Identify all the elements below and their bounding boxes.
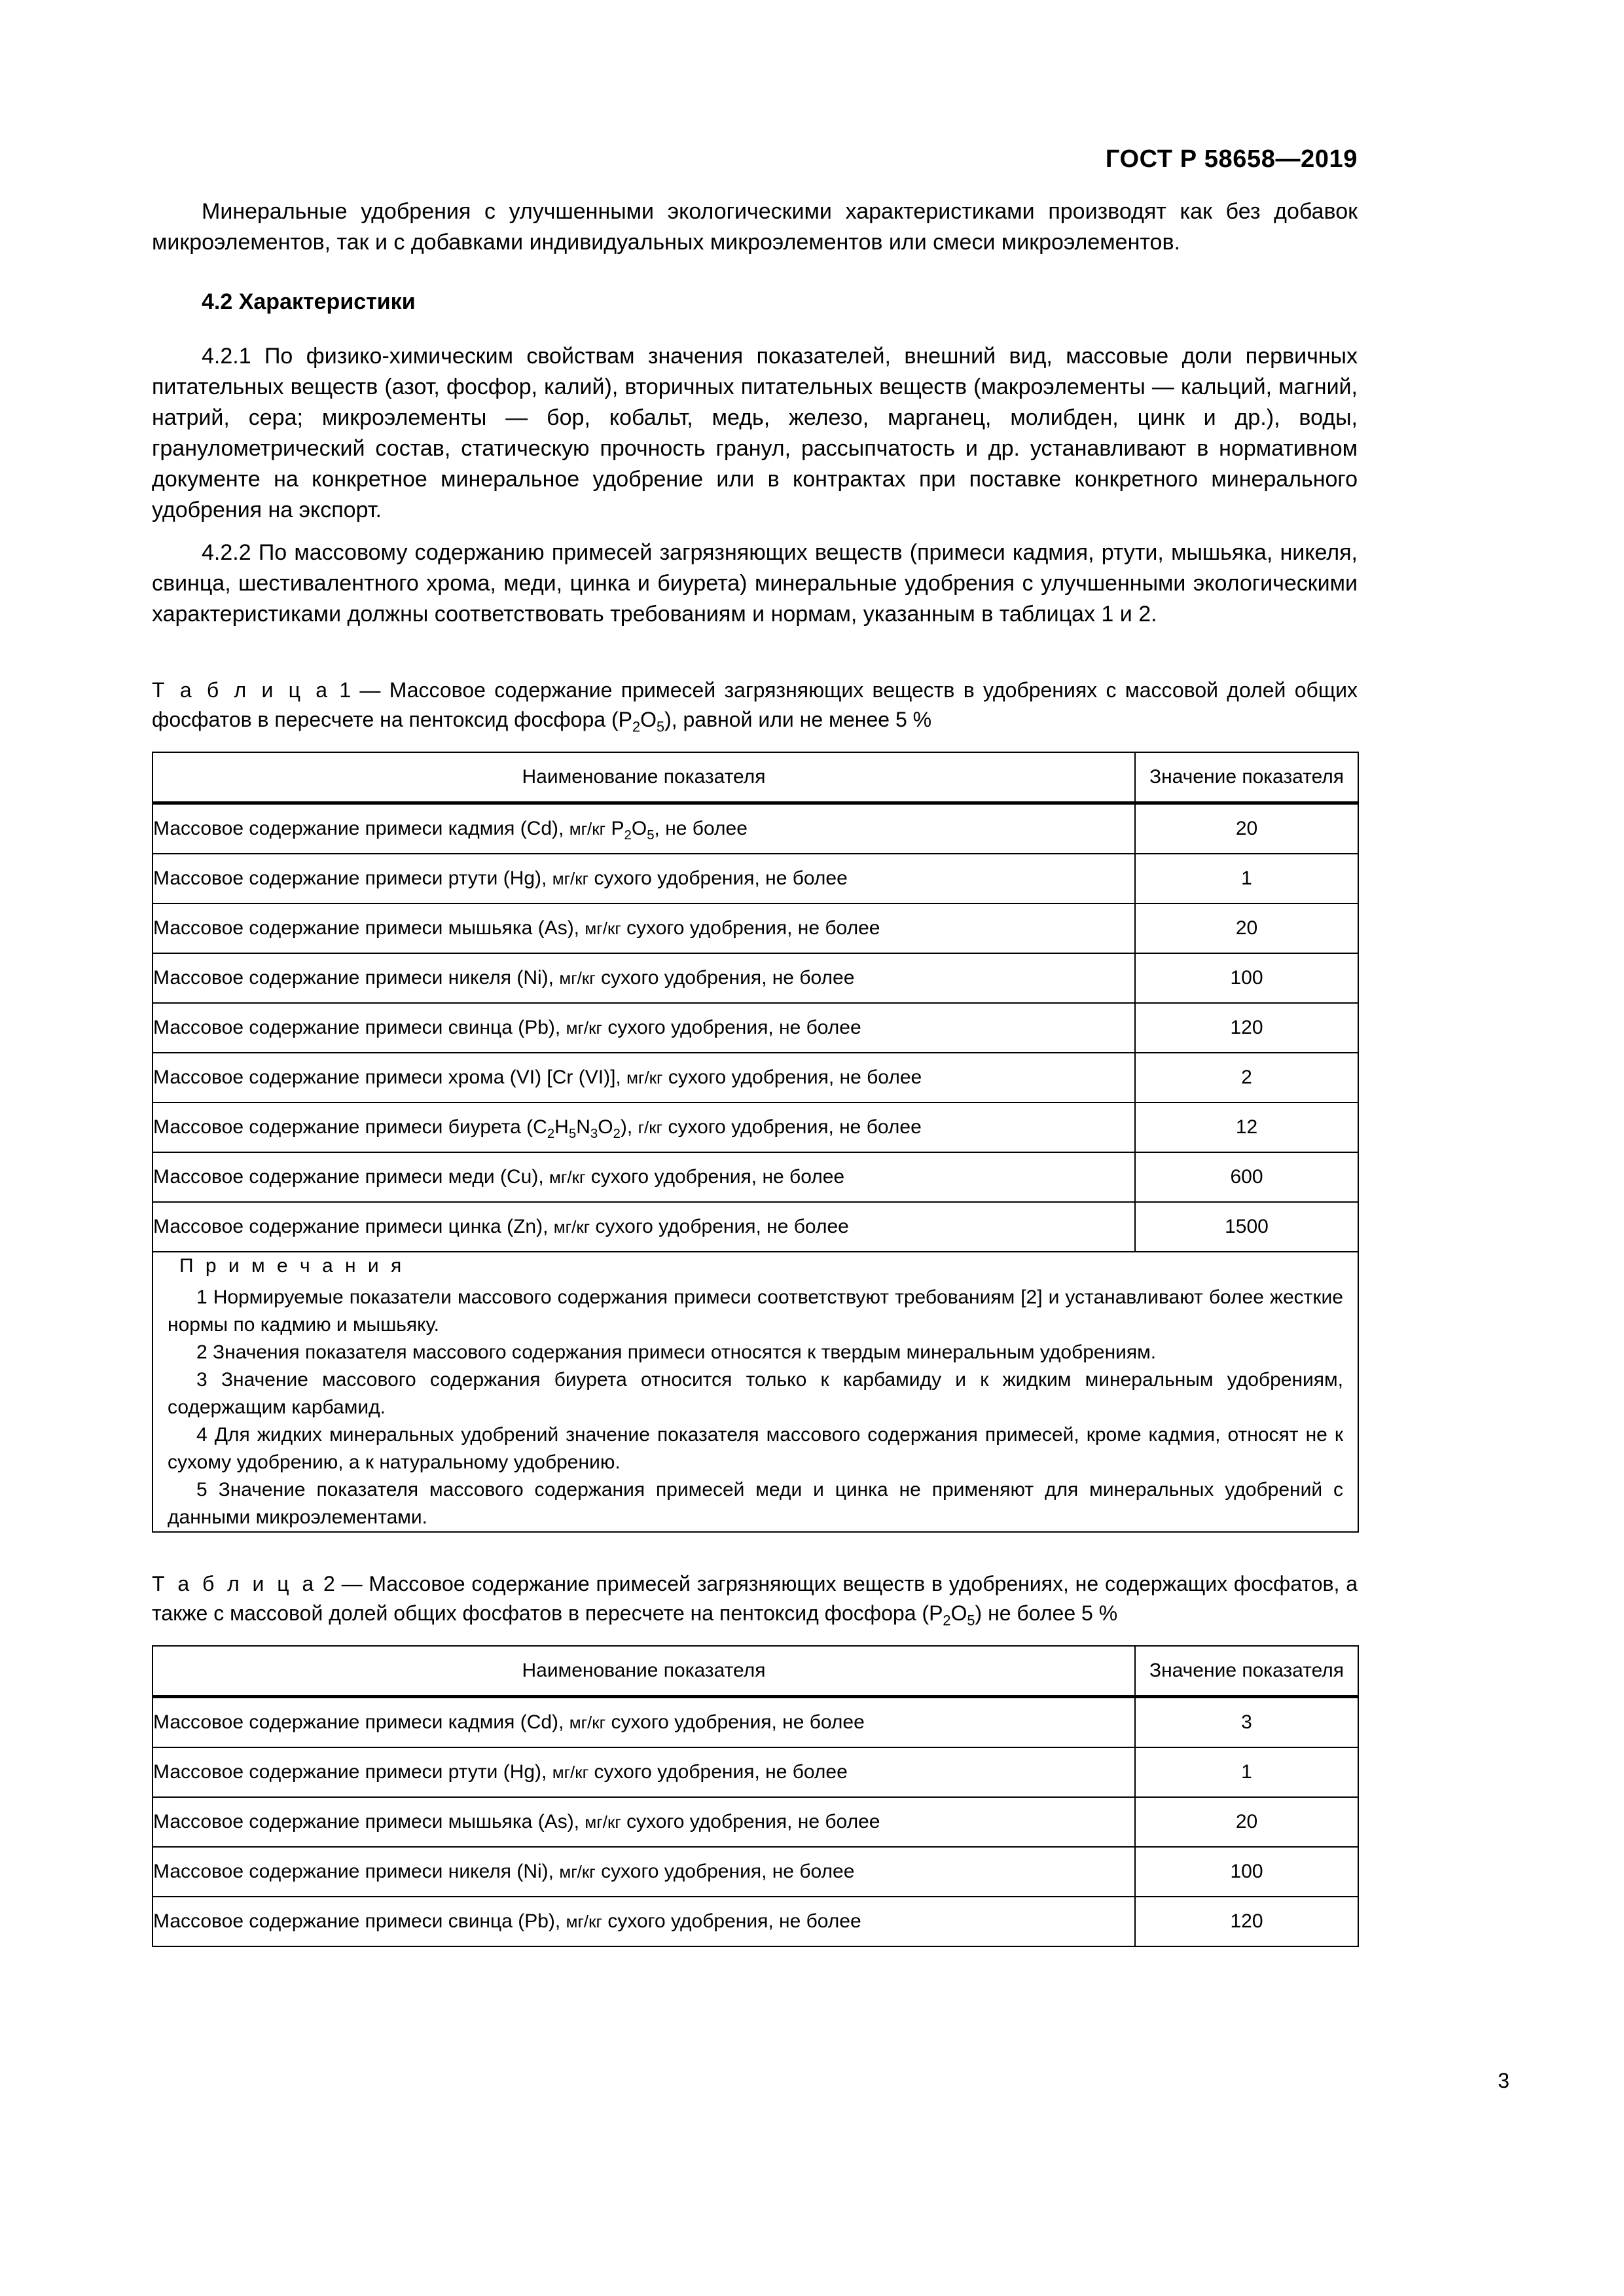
formula-sub-b: 5 bbox=[568, 1127, 577, 1141]
table-1-cell-name bbox=[153, 854, 1135, 903]
table-1-caption-text-2: ), равной или не менее 5 % bbox=[664, 708, 932, 731]
table-row bbox=[153, 1102, 1358, 1152]
table-1-caption-sub-2: 5 bbox=[656, 718, 665, 735]
paragraph-4-2-1: 4.2.1 По физико-химическим свойствам значения показателей, внешний вид, массовые доли первичных питательных веществ (азот, фосфор, калий), вторичных питательных веществ (макроэлементы — кальций, магний, натрий, сера; микроэлементы — бор, кобальт, медь, железо, марганец, молибден, цинк и др.), воды, гранулометрический состав, статическую прочность гранул, рассыпчатость и др. устанавливают в нормативном документе на конкретное минеральное удобрение или в контрактах при поставке конкретного минерального удобрения на экспорт. bbox=[152, 344, 1358, 522]
table-2-caption-sub-2: 5 bbox=[967, 1612, 975, 1629]
table-row bbox=[153, 1053, 1358, 1102]
note-item: 3 Значение массового содержания биурета относится только к карбамиду и к жидким минеральным удобрениям, содержащим карбамид. bbox=[168, 1369, 1343, 1418]
note-item: 5 Значение показателя массового содержания примесей меди и цинка не применяют для минеральных удобрений с данными микроэлементами. bbox=[168, 1479, 1343, 1528]
page-content bbox=[152, 196, 1358, 1947]
table-1-col-header-name: Наименование показателя bbox=[153, 752, 1135, 803]
table-row bbox=[153, 854, 1358, 903]
table-2-caption-text-2: ) не более 5 % bbox=[975, 1601, 1118, 1625]
table-2-cell-value: 100 bbox=[1135, 1847, 1358, 1897]
indicator-text: Массовое содержание примеси кадмия (Cd), bbox=[153, 818, 569, 839]
indicator-text: Массовое содержание примеси никеля (Ni), bbox=[153, 1861, 560, 1882]
table-2-col-header-name: Наименование показателя bbox=[153, 1646, 1135, 1697]
table-row bbox=[153, 903, 1358, 953]
unit-text: мг/кг bbox=[553, 1217, 590, 1237]
indicator-suffix: сухого удобрения, не более bbox=[588, 867, 848, 889]
table-1-cell-name bbox=[153, 903, 1135, 953]
table-1-caption-text-1: — Массовое содержание примесей загрязняющих веществ в удобрениях с массовой долей общих фосфатов в пересчете на пентоксид фосфора (P bbox=[152, 678, 1358, 731]
indicator-suffix: сухого удобрения, не более bbox=[595, 967, 855, 989]
paragraph-4-2-2: 4.2.2 По массовому содержанию примесей загрязняющих веществ (примеси кадмия, ртути, мышьяка, никеля, свинца, шестивалентного хрома, меди, цинка и биурета) минеральные удобрения с улучшенными экологическими характеристиками должны соответствовать требованиям и нормам, указанным в таблицах 1 и 2. bbox=[152, 540, 1358, 627]
table-2-cell-name bbox=[153, 1747, 1135, 1797]
unit-text: мг/кг bbox=[585, 919, 621, 938]
unit-text: мг/кг bbox=[569, 819, 606, 839]
table-1-cell-name bbox=[153, 953, 1135, 1003]
formula-text: P bbox=[605, 818, 624, 839]
table-row bbox=[153, 1152, 1358, 1202]
table-1-cell-value: 600 bbox=[1135, 1152, 1358, 1202]
unit-text: г/кг bbox=[638, 1118, 663, 1137]
table-1-caption bbox=[152, 676, 1358, 735]
table-2-cell-name bbox=[153, 1847, 1135, 1897]
table-1-caption-mid: O bbox=[640, 708, 657, 731]
table-2-caption-number: 2 bbox=[323, 1572, 335, 1595]
table-2-cell-name bbox=[153, 1697, 1135, 1748]
table-1-cell-name bbox=[153, 1102, 1135, 1152]
table-2-cell-value: 20 bbox=[1135, 1797, 1358, 1847]
table-1-cell-name bbox=[153, 1152, 1135, 1202]
table-2-cell-value: 1 bbox=[1135, 1747, 1358, 1797]
unit-text: мг/кг bbox=[566, 1018, 603, 1038]
table-1-cell-name bbox=[153, 1053, 1135, 1102]
table-1-cell-value: 120 bbox=[1135, 1003, 1358, 1053]
table-2-cell-value: 3 bbox=[1135, 1697, 1358, 1748]
table-1-caption-label: Т а б л и ц а bbox=[152, 678, 331, 702]
indicator-text: Массовое содержание примеси свинца (Pb), bbox=[153, 1910, 566, 1932]
unit-text: мг/кг bbox=[549, 1167, 586, 1187]
table-row bbox=[153, 803, 1358, 854]
indicator-text: Массовое содержание примеси меди (Cu), bbox=[153, 1166, 550, 1188]
table-row bbox=[153, 1897, 1358, 1946]
indicator-text: Массовое содержание примеси мышьяка (As), bbox=[153, 1811, 585, 1832]
table-2-col-header-value: Значение показателя bbox=[1135, 1646, 1358, 1697]
table-row bbox=[153, 1697, 1358, 1748]
table-1-cell-name bbox=[153, 1202, 1135, 1252]
document-header-standard-id: ГОСТ Р 58658—2019 bbox=[1105, 145, 1358, 173]
formula-mid-b: N bbox=[576, 1116, 590, 1138]
formula-mid-a: H bbox=[554, 1116, 569, 1138]
indicator-text: Массовое содержание примеси цинка (Zn), bbox=[153, 1216, 554, 1237]
table-1-cell-value: 12 bbox=[1135, 1102, 1358, 1152]
unit-text: мг/кг bbox=[559, 968, 596, 988]
formula-mid-c: O bbox=[598, 1116, 613, 1138]
formula-sub-d: 2 bbox=[613, 1127, 621, 1141]
unit-text: мг/кг bbox=[552, 869, 589, 888]
table-2-cell-name bbox=[153, 1797, 1135, 1847]
unit-text: мг/кг bbox=[559, 1862, 596, 1882]
table-row bbox=[153, 953, 1358, 1003]
indicator-text: Массовое содержание примеси ртути (Hg), bbox=[153, 1761, 552, 1783]
indicator-suffix: сухого удобрения, не более bbox=[588, 1761, 848, 1783]
note-item: 4 Для жидких минеральных удобрений значение показателя массового содержания примесей, кроме кадмия, относят не к сухому удобрению, а к натуральному удобрению. bbox=[168, 1424, 1343, 1473]
note-item: 1 Нормируемые показатели массового содержания примеси соответствуют требованиям [2] и устанавливают более жесткие нормы по кадмию и мышьяку. bbox=[168, 1286, 1343, 1336]
table-2-caption-label: Т а б л и ц а bbox=[152, 1572, 317, 1595]
table-row bbox=[153, 1847, 1358, 1897]
table-2-header-row bbox=[153, 1646, 1358, 1697]
formula-sub: 2 bbox=[624, 828, 632, 843]
indicator-suffix: сухого удобрения, не более bbox=[662, 1066, 922, 1088]
formula-sub-c: 3 bbox=[590, 1127, 598, 1141]
table-1-caption-sub-1: 2 bbox=[632, 718, 641, 735]
table-1-caption-number: 1 bbox=[339, 678, 352, 702]
indicator-text: Массовое содержание примеси биурета (C bbox=[153, 1116, 547, 1138]
unit-text: мг/кг bbox=[585, 1812, 621, 1832]
table-2-cell-name bbox=[153, 1897, 1135, 1946]
unit-text: мг/кг bbox=[569, 1713, 606, 1732]
table-1-cell-value: 100 bbox=[1135, 953, 1358, 1003]
indicator-suffix: сухого удобрения, не более bbox=[602, 1017, 861, 1038]
section-4-2-heading: 4.2 Характеристики bbox=[202, 289, 416, 314]
page-number: 3 bbox=[1498, 2069, 1509, 2092]
table-2 bbox=[152, 1645, 1359, 1947]
indicator-suffix: сухого удобрения, не более bbox=[662, 1116, 922, 1138]
indicator-text: Массовое содержание примеси свинца (Pb), bbox=[153, 1017, 566, 1038]
table-1-cell-value: 1 bbox=[1135, 854, 1358, 903]
table-row bbox=[153, 1003, 1358, 1053]
table-row bbox=[153, 1747, 1358, 1797]
indicator-text: Массовое содержание примеси хрома (VI) [Cr (VI)], bbox=[153, 1066, 627, 1088]
indicator-suffix: сухого удобрения, не более bbox=[621, 917, 880, 939]
table-1-cell-value: 2 bbox=[1135, 1053, 1358, 1102]
indicator-suffix: сухого удобрения, не более bbox=[602, 1910, 861, 1932]
table-1-cell-value: 20 bbox=[1135, 903, 1358, 953]
indicator-suffix: сухого удобрения, не более bbox=[590, 1216, 849, 1237]
table-2-caption-sub-1: 2 bbox=[943, 1612, 951, 1629]
indicator-suffix: сухого удобрения, не более bbox=[595, 1861, 855, 1882]
table-1-cell-value: 20 bbox=[1135, 803, 1358, 854]
table-1-notes-cell bbox=[153, 1252, 1358, 1532]
table-row bbox=[153, 1797, 1358, 1847]
unit-text: мг/кг bbox=[626, 1068, 663, 1087]
table-row bbox=[153, 1202, 1358, 1252]
indicator-suffix: , не более bbox=[654, 818, 748, 839]
indicator-text: Массовое содержание примеси мышьяка (As), bbox=[153, 917, 585, 939]
table-1-header-row bbox=[153, 752, 1358, 803]
table-1-col-header-value: Значение показателя bbox=[1135, 752, 1358, 803]
table-1-cell-value: 1500 bbox=[1135, 1202, 1358, 1252]
formula-close: ), bbox=[620, 1116, 638, 1138]
indicator-suffix: сухого удобрения, не более bbox=[605, 1711, 865, 1733]
intro-paragraph: Минеральные удобрения с улучшенными экологическими характеристиками производят как без добавок микроэлементов, так и с добавками индивидуальных микроэлементов или смеси микроэлементов. bbox=[152, 199, 1358, 255]
table-2-caption-mid: O bbox=[950, 1601, 967, 1625]
unit-text: мг/кг bbox=[552, 1762, 589, 1782]
indicator-text: Массовое содержание примеси кадмия (Cd), bbox=[153, 1711, 569, 1733]
note-item: 2 Значения показателя массового содержания примеси относятся к твердым минеральным удобрениям. bbox=[196, 1341, 1157, 1363]
indicator-text: Массовое содержание примеси ртути (Hg), bbox=[153, 867, 552, 889]
table-1-cell-name bbox=[153, 1003, 1135, 1053]
indicator-suffix: сухого удобрения, не более bbox=[621, 1811, 880, 1832]
table-1 bbox=[152, 752, 1359, 1533]
indicator-text: Массовое содержание примеси никеля (Ni), bbox=[153, 967, 560, 989]
table-1-cell-name bbox=[153, 803, 1135, 854]
formula-text-2: O bbox=[631, 818, 647, 839]
table-2-caption bbox=[152, 1569, 1358, 1628]
formula-sub-a: 2 bbox=[547, 1127, 555, 1141]
formula-sub-2: 5 bbox=[647, 828, 655, 843]
unit-text: мг/кг bbox=[566, 1912, 603, 1931]
table-2-cell-value: 120 bbox=[1135, 1897, 1358, 1946]
table-1-notes-row bbox=[153, 1252, 1358, 1532]
notes-title: П р и м е ч а н и я bbox=[179, 1255, 405, 1277]
indicator-suffix: сухого удобрения, не более bbox=[585, 1166, 845, 1188]
table-2-caption-text-1: — Массовое содержание примесей загрязняющих веществ в удобрениях, не содержащих фосфатов, а также с массовой долей общих фосфатов в пересчете на пентоксид фосфора (P bbox=[152, 1572, 1358, 1625]
